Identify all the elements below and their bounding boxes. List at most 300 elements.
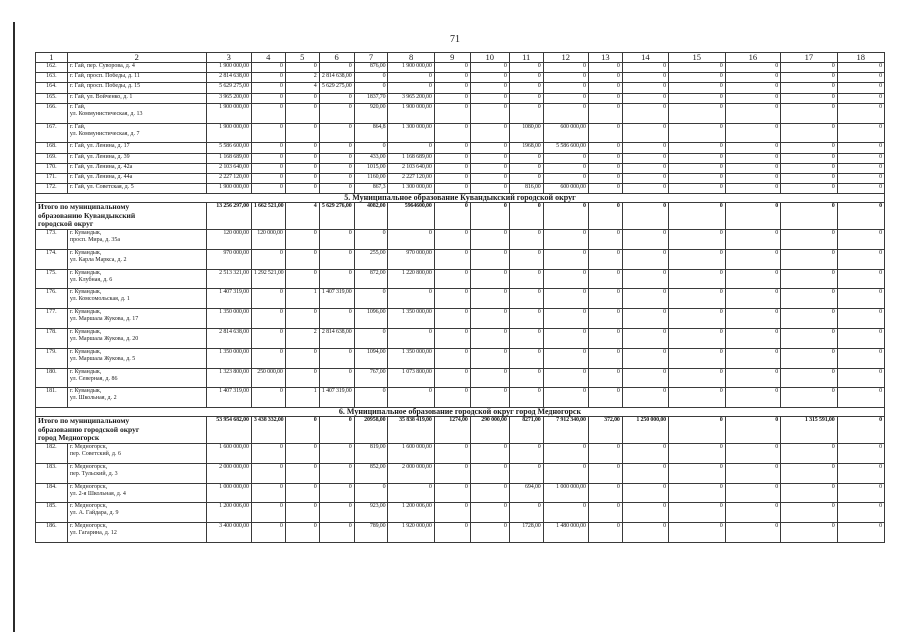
value-cell: 0 — [725, 483, 781, 503]
value-cell: 0 — [470, 83, 509, 93]
building-address: г. Кувандык, просп. Мира, д. 35а — [67, 230, 206, 250]
value-cell: 0 — [354, 73, 388, 83]
value-cell: 0 — [669, 348, 726, 368]
building-address: г. Гай, ул. Коммунистическая, д. 13 — [67, 103, 206, 123]
value-cell: 0 — [622, 463, 668, 483]
value-cell: 789,00 — [354, 523, 388, 543]
value-cell: 1 900 000,00 — [206, 184, 251, 194]
column-header: 8 — [388, 53, 434, 63]
value-cell: 0 — [622, 153, 668, 163]
value-cell: 0 — [509, 103, 543, 123]
table-row — [36, 463, 885, 483]
table-row — [36, 143, 885, 153]
value-cell: 0 — [837, 230, 884, 250]
value-cell: 0 — [509, 173, 543, 183]
value-cell: 0 — [725, 63, 781, 73]
value-cell: 0 — [251, 503, 285, 523]
value-cell: 0 — [837, 83, 884, 93]
value-cell: 0 — [781, 173, 838, 183]
total-value-cell: 0 — [837, 203, 884, 230]
value-cell: 0 — [388, 289, 434, 309]
building-address: г. Кувандык, ул. Северная, д. 86 — [67, 368, 206, 388]
value-cell: 0 — [319, 368, 354, 388]
value-cell: 0 — [319, 153, 354, 163]
value-cell: 0 — [470, 329, 509, 349]
row-number: 164. — [36, 83, 68, 93]
column-header: 11 — [509, 53, 543, 63]
value-cell: 0 — [251, 123, 285, 143]
value-cell: 1 — [285, 388, 319, 408]
value-cell: 0 — [509, 309, 543, 329]
value-cell: 0 — [354, 388, 388, 408]
value-cell: 0 — [837, 103, 884, 123]
value-cell: 0 — [543, 83, 588, 93]
value-cell: 0 — [588, 444, 622, 464]
value-cell: 0 — [781, 523, 838, 543]
value-cell: 0 — [622, 163, 668, 173]
value-cell: 0 — [509, 463, 543, 483]
total-value-cell: 4 — [285, 203, 319, 230]
value-cell: 0 — [622, 73, 668, 83]
value-cell: 0 — [837, 388, 884, 408]
value-cell: 0 — [251, 63, 285, 73]
value-cell: 0 — [588, 83, 622, 93]
value-cell: 0 — [285, 368, 319, 388]
total-value-cell: 290 000,00 — [470, 417, 509, 444]
column-header: 1 — [36, 53, 68, 63]
value-cell: 0 — [354, 230, 388, 250]
section-title: 5. Муниципальное образование Кувандыкский городской округ — [36, 194, 885, 203]
value-cell: 0 — [251, 444, 285, 464]
value-cell: 0 — [509, 73, 543, 83]
value-cell: 0 — [319, 444, 354, 464]
value-cell: 0 — [434, 309, 470, 329]
total-value-cell: 35 838 419,00 — [388, 417, 434, 444]
table-row — [36, 93, 885, 103]
value-cell: 600 000,00 — [543, 123, 588, 143]
value-cell: 0 — [251, 103, 285, 123]
value-cell: 1160,00 — [354, 173, 388, 183]
value-cell: 0 — [434, 173, 470, 183]
value-cell: 2 513 321,00 — [206, 269, 251, 289]
table-row — [36, 388, 885, 408]
row-number: 167. — [36, 123, 68, 143]
value-cell: 0 — [251, 483, 285, 503]
value-cell: 0 — [725, 348, 781, 368]
value-cell: 0 — [725, 83, 781, 93]
value-cell: 0 — [285, 153, 319, 163]
value-cell: 0 — [509, 348, 543, 368]
value-cell: 0 — [622, 123, 668, 143]
value-cell: 0 — [251, 289, 285, 309]
value-cell: 0 — [251, 73, 285, 83]
row-number: 163. — [36, 73, 68, 83]
value-cell: 0 — [588, 463, 622, 483]
value-cell: 1 323 800,00 — [206, 368, 251, 388]
total-value-cell: 0 — [622, 203, 668, 230]
section-total-label: Итого по муниципальному образованию Кувандыкский городской округ — [36, 203, 207, 230]
value-cell: 864,8 — [354, 123, 388, 143]
value-cell: 0 — [354, 483, 388, 503]
table-row — [36, 523, 885, 543]
total-value-cell: 3 438 332,00 — [251, 417, 285, 444]
value-cell: 0 — [509, 83, 543, 93]
value-cell: 872,00 — [354, 269, 388, 289]
value-cell: 0 — [251, 309, 285, 329]
value-cell: 0 — [725, 143, 781, 153]
value-cell: 0 — [319, 173, 354, 183]
section-total-row — [36, 203, 885, 230]
value-cell: 0 — [781, 309, 838, 329]
value-cell: 250 000,00 — [251, 368, 285, 388]
value-cell: 0 — [319, 249, 354, 269]
value-cell: 0 — [781, 483, 838, 503]
value-cell: 0 — [837, 368, 884, 388]
value-cell: 0 — [434, 123, 470, 143]
total-value-cell: 1 662 521,00 — [251, 203, 285, 230]
value-cell: 0 — [725, 173, 781, 183]
value-cell: 0 — [251, 523, 285, 543]
value-cell: 0 — [543, 309, 588, 329]
value-cell: 0 — [354, 329, 388, 349]
value-cell: 0 — [588, 269, 622, 289]
value-cell: 0 — [669, 444, 726, 464]
row-number: 165. — [36, 93, 68, 103]
value-cell: 0 — [319, 63, 354, 73]
value-cell: 0 — [669, 153, 726, 163]
value-cell: 0 — [319, 309, 354, 329]
value-cell: 0 — [622, 249, 668, 269]
value-cell: 0 — [837, 173, 884, 183]
value-cell: 0 — [470, 483, 509, 503]
value-cell: 2 814 638,00 — [206, 73, 251, 83]
page-number: 71 — [450, 34, 460, 45]
value-cell: 2 814 638,00 — [319, 329, 354, 349]
value-cell: 0 — [725, 123, 781, 143]
total-value-cell: 0 — [669, 417, 726, 444]
value-cell: 0 — [470, 348, 509, 368]
value-cell: 0 — [725, 269, 781, 289]
total-value-cell: 13 256 297,00 — [206, 203, 251, 230]
total-value-cell: 1 315 591,00 — [781, 417, 838, 444]
value-cell: 0 — [588, 93, 622, 103]
value-cell: 0 — [588, 173, 622, 183]
building-address: г. Кувандык, ул. Комсомольская, д. 1 — [67, 289, 206, 309]
value-cell: 0 — [470, 153, 509, 163]
value-cell: 816,00 — [509, 184, 543, 194]
total-value-cell: 7 912 340,00 — [543, 417, 588, 444]
value-cell: 0 — [285, 163, 319, 173]
table-row — [36, 230, 885, 250]
value-cell: 0 — [285, 309, 319, 329]
table-row — [36, 483, 885, 503]
table-row — [36, 153, 885, 163]
value-cell: 0 — [543, 348, 588, 368]
column-header: 14 — [622, 53, 668, 63]
building-address: г. Гай, просп. Победы, д. 11 — [67, 73, 206, 83]
column-header: 3 — [206, 53, 251, 63]
table-row — [36, 123, 885, 143]
value-cell: 852,00 — [354, 463, 388, 483]
value-cell: 0 — [251, 388, 285, 408]
value-cell: 0 — [669, 289, 726, 309]
value-cell: 0 — [251, 153, 285, 163]
value-cell: 0 — [251, 173, 285, 183]
value-cell: 0 — [781, 329, 838, 349]
value-cell: 0 — [251, 184, 285, 194]
value-cell: 0 — [588, 123, 622, 143]
column-header: 6 — [319, 53, 354, 63]
value-cell: 255,00 — [354, 249, 388, 269]
value-cell: 0 — [251, 143, 285, 153]
value-cell: 1 900 000,00 — [206, 123, 251, 143]
row-number: 169. — [36, 153, 68, 163]
value-cell: 0 — [725, 309, 781, 329]
value-cell: 0 — [588, 483, 622, 503]
table-row — [36, 83, 885, 93]
value-cell: 923,00 — [354, 503, 388, 523]
value-cell: 0 — [251, 83, 285, 93]
value-cell: 0 — [622, 388, 668, 408]
value-cell: 1 292 521,00 — [251, 269, 285, 289]
value-cell: 0 — [388, 143, 434, 153]
value-cell: 0 — [588, 329, 622, 349]
value-cell: 0 — [669, 163, 726, 173]
value-cell: 0 — [543, 73, 588, 83]
value-cell: 0 — [470, 63, 509, 73]
value-cell: 0 — [837, 503, 884, 523]
total-value-cell: 0 — [725, 203, 781, 230]
value-cell: 0 — [622, 309, 668, 329]
value-cell: 0 — [509, 388, 543, 408]
building-address: г. Гай, ул. Ленина, д. 39 — [67, 153, 206, 163]
table-body — [36, 53, 885, 543]
section-total-row — [36, 417, 885, 444]
value-cell: 0 — [434, 83, 470, 93]
value-cell: 1 — [285, 289, 319, 309]
value-cell: 0 — [434, 289, 470, 309]
value-cell: 0 — [434, 388, 470, 408]
value-cell: 5 586 600,00 — [206, 143, 251, 153]
value-cell: 0 — [837, 123, 884, 143]
value-cell: 1 920 000,00 — [388, 523, 434, 543]
value-cell: 0 — [470, 103, 509, 123]
total-value-cell: 0 — [285, 417, 319, 444]
table-row — [36, 63, 885, 73]
value-cell: 1 200 006,00 — [206, 503, 251, 523]
value-cell: 1 407 319,00 — [206, 388, 251, 408]
value-cell: 2 — [285, 329, 319, 349]
value-cell: 0 — [781, 93, 838, 103]
row-number: 168. — [36, 143, 68, 153]
value-cell: 0 — [725, 230, 781, 250]
value-cell: 0 — [588, 503, 622, 523]
value-cell: 0 — [669, 184, 726, 194]
value-cell: 0 — [470, 163, 509, 173]
total-value-cell: 5 629 276,00 — [319, 203, 354, 230]
value-cell: 0 — [470, 184, 509, 194]
row-number: 170. — [36, 163, 68, 173]
value-cell: 3 965 200,00 — [388, 93, 434, 103]
value-cell: 0 — [837, 249, 884, 269]
value-cell: 0 — [434, 153, 470, 163]
row-number: 183. — [36, 463, 68, 483]
row-number: 177. — [36, 309, 68, 329]
value-cell: 0 — [669, 173, 726, 183]
value-cell: 0 — [725, 153, 781, 163]
value-cell: 0 — [251, 348, 285, 368]
column-header: 7 — [354, 53, 388, 63]
value-cell: 0 — [388, 83, 434, 93]
value-cell: 0 — [251, 463, 285, 483]
building-address: г. Гай, ул. Ленина, д. 17 — [67, 143, 206, 153]
row-number: 172. — [36, 184, 68, 194]
total-value-cell: 4082,00 — [354, 203, 388, 230]
value-cell: 0 — [388, 388, 434, 408]
column-header: 12 — [543, 53, 588, 63]
value-cell: 0 — [588, 309, 622, 329]
value-cell: 0 — [543, 289, 588, 309]
value-cell: 0 — [725, 329, 781, 349]
value-cell: 2 227 120,00 — [388, 173, 434, 183]
value-cell: 0 — [251, 249, 285, 269]
value-cell: 0 — [837, 289, 884, 309]
value-cell: 0 — [781, 63, 838, 73]
total-value-cell: 0 — [319, 417, 354, 444]
value-cell: 1 900 000,00 — [206, 103, 251, 123]
value-cell: 0 — [588, 388, 622, 408]
value-cell: 0 — [725, 93, 781, 103]
value-cell: 0 — [543, 93, 588, 103]
value-cell: 0 — [622, 230, 668, 250]
value-cell: 0 — [622, 503, 668, 523]
column-header: 5 — [285, 53, 319, 63]
value-cell: 0 — [543, 388, 588, 408]
value-cell: 0 — [543, 503, 588, 523]
value-cell: 0 — [285, 143, 319, 153]
value-cell: 0 — [509, 444, 543, 464]
value-cell: 0 — [543, 163, 588, 173]
value-cell: 0 — [251, 163, 285, 173]
building-address: г. Медногорск, ул. Гагарина, д. 12 — [67, 523, 206, 543]
total-value-cell: 1 250 000,00 — [622, 417, 668, 444]
building-address: г. Кувандык, ул. Школьная, д. 2 — [67, 388, 206, 408]
row-number: 174. — [36, 249, 68, 269]
value-cell: 0 — [509, 503, 543, 523]
total-value-cell: 53 954 682,00 — [206, 417, 251, 444]
value-cell: 0 — [285, 184, 319, 194]
value-cell: 0 — [837, 153, 884, 163]
value-cell: 0 — [543, 368, 588, 388]
value-cell: 0 — [470, 93, 509, 103]
value-cell: 0 — [470, 230, 509, 250]
value-cell: 867,3 — [354, 184, 388, 194]
value-cell: 1 300 000,00 — [388, 184, 434, 194]
building-address: г. Гай, ул. Войченко, д. 1 — [67, 93, 206, 103]
value-cell: 0 — [543, 230, 588, 250]
value-cell: 0 — [543, 463, 588, 483]
value-cell: 1968,00 — [509, 143, 543, 153]
value-cell: 0 — [319, 123, 354, 143]
value-cell: 0 — [669, 309, 726, 329]
value-cell: 0 — [622, 269, 668, 289]
row-number: 185. — [36, 503, 68, 523]
value-cell: 1 350 000,00 — [206, 309, 251, 329]
value-cell: 0 — [669, 93, 726, 103]
value-cell: 0 — [622, 329, 668, 349]
value-cell: 1 000 000,00 — [206, 483, 251, 503]
value-cell: 0 — [725, 73, 781, 83]
row-number: 173. — [36, 230, 68, 250]
value-cell: 0 — [543, 249, 588, 269]
value-cell: 0 — [285, 269, 319, 289]
value-cell: 1 900 000,00 — [206, 63, 251, 73]
value-cell: 0 — [285, 123, 319, 143]
value-cell: 0 — [622, 348, 668, 368]
column-header: 17 — [781, 53, 838, 63]
value-cell: 1837,70 — [354, 93, 388, 103]
value-cell: 0 — [588, 230, 622, 250]
value-cell: 1 168 689,00 — [206, 153, 251, 163]
table-row — [36, 173, 885, 183]
section-title: 6. Муниципальное образование городской округ город Медногорск — [36, 408, 885, 417]
value-cell: 0 — [669, 368, 726, 388]
column-header: 15 — [669, 53, 726, 63]
building-address: г. Медногорск, ул. 2-я Школьная, д. 4 — [67, 483, 206, 503]
value-cell: 600 000,00 — [543, 184, 588, 194]
value-cell: 920,00 — [354, 103, 388, 123]
column-header: 2 — [67, 53, 206, 63]
value-cell: 1 073 800,00 — [388, 368, 434, 388]
value-cell: 1 407 319,00 — [206, 289, 251, 309]
table-row — [36, 309, 885, 329]
value-cell: 0 — [251, 329, 285, 349]
value-cell: 0 — [781, 123, 838, 143]
value-cell: 0 — [434, 348, 470, 368]
value-cell: 0 — [837, 329, 884, 349]
building-address: г. Кувандык, ул. Маршала Жукова, д. 17 — [67, 309, 206, 329]
value-cell: 1 300 000,00 — [388, 123, 434, 143]
value-cell: 0 — [622, 523, 668, 543]
value-cell: 0 — [319, 523, 354, 543]
value-cell: 0 — [434, 444, 470, 464]
value-cell: 0 — [725, 368, 781, 388]
value-cell: 0 — [725, 523, 781, 543]
value-cell: 1 600 000,00 — [388, 444, 434, 464]
value-cell: 0 — [285, 230, 319, 250]
value-cell: 0 — [285, 173, 319, 183]
building-address: г. Кувандык, ул. Маршала Жукова, д. 20 — [67, 329, 206, 349]
building-address: г. Кувандык, ул. Клубная, д. 6 — [67, 269, 206, 289]
row-number: 181. — [36, 388, 68, 408]
value-cell: 0 — [781, 73, 838, 83]
building-address: г. Гай, ул. Коммунистическая, д. 7 — [67, 123, 206, 143]
value-cell: 0 — [285, 463, 319, 483]
value-cell: 0 — [285, 63, 319, 73]
value-cell: 0 — [434, 463, 470, 483]
value-cell: 0 — [781, 143, 838, 153]
total-value-cell: 0 — [434, 203, 470, 230]
value-cell: 0 — [588, 163, 622, 173]
value-cell: 0 — [622, 184, 668, 194]
scan-edge-bar — [13, 22, 15, 632]
value-cell: 970 000,00 — [388, 249, 434, 269]
total-value-cell: 0 — [725, 417, 781, 444]
value-cell: 0 — [434, 143, 470, 153]
value-cell: 1 350 000,00 — [206, 348, 251, 368]
value-cell: 0 — [319, 163, 354, 173]
value-cell: 0 — [543, 329, 588, 349]
